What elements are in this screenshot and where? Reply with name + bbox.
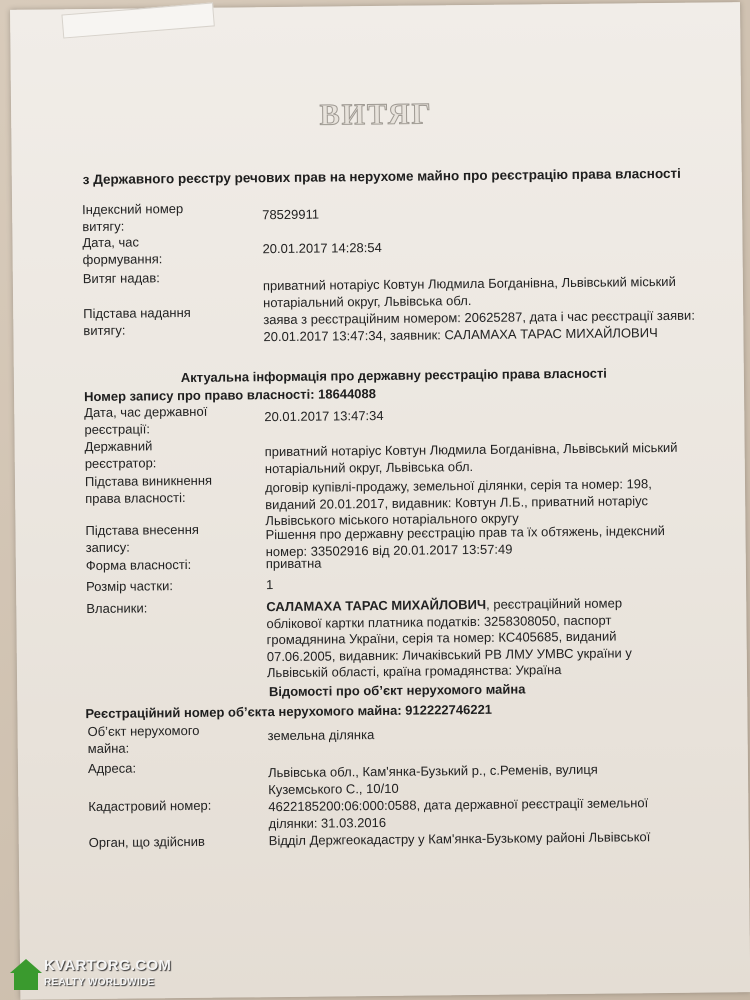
watermark-title: KVARTORG.COM xyxy=(44,957,172,974)
cadastral-label: Кадастровий номер: xyxy=(88,797,212,815)
date-formed-label: Дата, час формування: xyxy=(82,234,163,267)
issued-by-value: приватний нотаріус Ковтун Людмила Богданівна, Львівський міський нотаріальний округ, Львівська обл. xyxy=(262,273,676,310)
owners-value xyxy=(266,595,647,681)
index-number-label: Індексний номер витягу: xyxy=(82,201,184,234)
address-value: Львівська обл., Кам'янка-Бузький р., с.Ременів, вулиця Куземського С., 10/10 xyxy=(267,761,598,797)
address-label: Адреса: xyxy=(87,760,137,777)
index-number-value: 78529911 xyxy=(262,206,320,223)
watermark-subtitle: REALTY WORLDWIDE xyxy=(44,977,155,988)
basis-label: Підстава надання витягу: xyxy=(83,304,191,338)
index-number-row xyxy=(82,196,682,234)
entry-basis-value: Рішення про державну реєстрацію прав та їх обтяжень, індексний номер: 33502916 від 20.01.2017 13:57:49 xyxy=(265,522,665,559)
object-value: земельна ділянка xyxy=(267,727,375,744)
record-number: Номер запису про право власності: 18644088 xyxy=(83,386,377,405)
owner-name: САЛАМАХА ТАРАС МИХАЙЛОВИЧ xyxy=(266,596,487,615)
property-reg-number: Реєстраційний номер об’єкта нерухомого майна: 912222746221 xyxy=(85,701,493,722)
reg-date-label: Дата, час державної реєстрації: xyxy=(84,403,208,437)
ownership-form-value: приватна xyxy=(265,555,322,572)
owners-label: Власники: xyxy=(86,600,148,617)
registrar-label: Державний реєстратор: xyxy=(84,438,157,471)
registration-heading: Актуальна інформація про державну реєстрацію права власності xyxy=(180,365,607,386)
origin-value: договір купівлі-продажу, земельної ділянки, серія та номер: 198, виданий 20.01.2017, видавник: Ковтун Л.Б., приватний нотаріус Львівського міського нотаріального округу xyxy=(264,476,652,529)
date-formed-value: 20.01.2017 14:28:54 xyxy=(262,239,382,257)
house-icon xyxy=(10,959,42,973)
share-row xyxy=(85,573,686,595)
registrar-value: приватний нотаріус Ковтун Людмила Богданівна, Львівський міський нотаріальний округ, Львівська обл. xyxy=(264,439,678,476)
property-heading: Відомості про об’єкт нерухомого майна xyxy=(268,681,526,700)
issued-by-label: Витяг надав: xyxy=(82,270,160,287)
document-subtitle: з Державного реєстру речових прав на нерухоме майно про реєстрацію права власності xyxy=(82,165,681,188)
document-page xyxy=(10,2,750,1000)
paper-sticker xyxy=(61,2,214,38)
share-label: Розмір частки: xyxy=(85,578,173,595)
site-watermark xyxy=(8,957,188,997)
house-base-icon xyxy=(14,972,38,990)
entry-basis-label: Підстава внесення запису: xyxy=(85,521,199,555)
owners-row xyxy=(86,595,686,681)
body-value: Відділ Держгеокадастру у Кам'янка-Бузькому районі Львівської xyxy=(268,829,651,849)
basis-value: заява з реєстраційним номером: 20625287, дата і час реєстрації заяви: 20.01.2017 13:47:34, заявник: САЛАМАХА ТАРАС МИХАЙЛОВИЧ xyxy=(263,307,695,344)
body-label: Орган, що здійснив xyxy=(88,833,205,851)
document-title: ВИТЯГ xyxy=(319,97,433,132)
reg-date-value: 20.01.2017 13:47:34 xyxy=(264,407,384,425)
ownership-form-label: Форма власності: xyxy=(85,556,192,574)
share-value: 1 xyxy=(265,577,274,593)
cadastral-value: 4622185200:06:000:0588, дата державної реєстрації земельної ділянки: 31.03.2016 xyxy=(268,795,649,831)
origin-label: Підстава виникнення права власності: xyxy=(84,472,213,506)
owner-details: , реєстраційний номер облікової картки платника податків: 3258308050, паспорт громадянина України, серія та номер: КС405685, виданий 07.06.2005, видавник: Личаківський РВ ЛМУ УМВС україни у Львівській області, країна громадянства: Україна xyxy=(266,595,632,681)
object-label: Об’єкт нерухомого майна: xyxy=(87,722,200,756)
